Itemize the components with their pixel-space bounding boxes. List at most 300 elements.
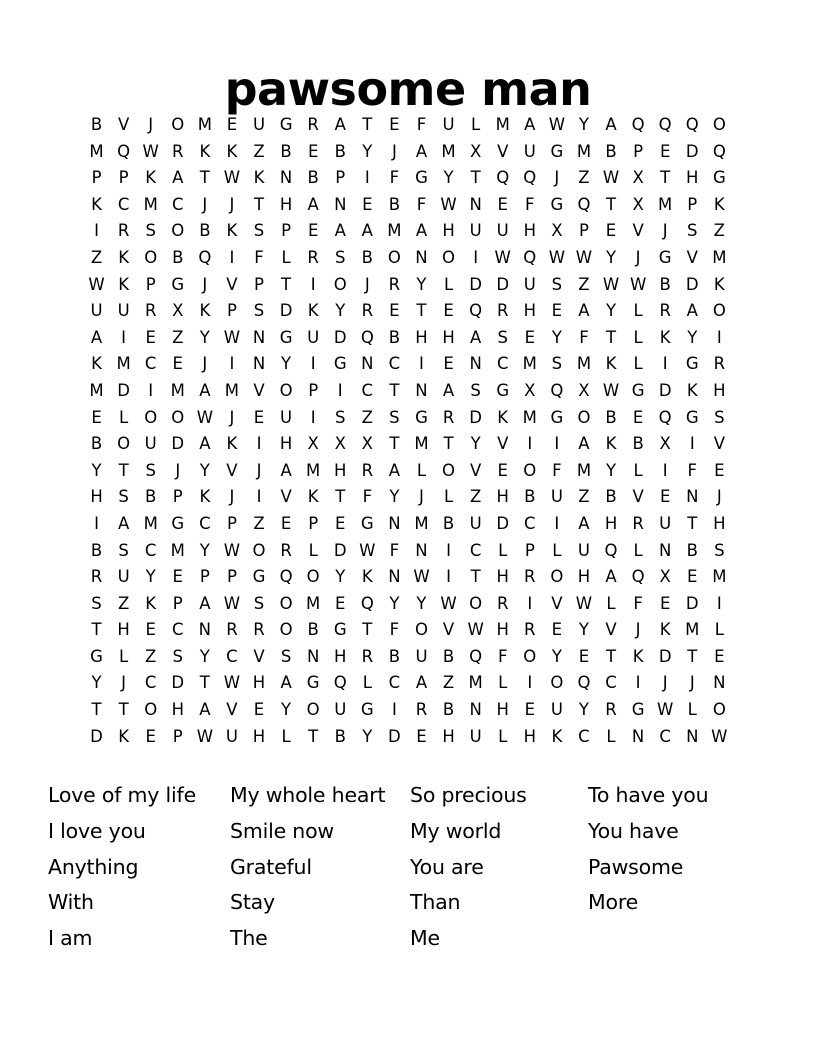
grid-cell[interactable]: B bbox=[442, 700, 455, 720]
grid-cell[interactable]: V bbox=[686, 247, 698, 267]
grid-cell[interactable]: P bbox=[254, 274, 264, 294]
grid-cell[interactable]: P bbox=[633, 141, 644, 161]
grid-cell[interactable]: M bbox=[224, 380, 240, 400]
grid-cell[interactable]: I bbox=[635, 673, 641, 693]
grid-cell[interactable]: I bbox=[310, 274, 316, 294]
grid-cell[interactable]: U bbox=[523, 274, 536, 294]
grid-cell[interactable]: C bbox=[496, 354, 509, 374]
grid-cell[interactable]: A bbox=[415, 673, 428, 693]
grid-cell[interactable]: I bbox=[310, 407, 316, 427]
grid-cell[interactable]: B bbox=[90, 434, 103, 454]
grid-cell[interactable]: H bbox=[334, 460, 347, 480]
grid-cell[interactable]: B bbox=[90, 540, 103, 560]
grid-cell[interactable]: I bbox=[229, 247, 235, 267]
grid-cell[interactable]: N bbox=[659, 540, 672, 560]
grid-cell[interactable]: W bbox=[711, 726, 728, 746]
word-list-item[interactable]: Me bbox=[410, 926, 440, 951]
grid-cell[interactable]: W bbox=[88, 274, 105, 294]
grid-cell[interactable]: P bbox=[226, 567, 237, 587]
grid-cell[interactable]: V bbox=[632, 487, 644, 507]
grid-cell[interactable]: E bbox=[659, 593, 671, 613]
grid-cell[interactable]: T bbox=[389, 434, 400, 454]
grid-cell[interactable]: Y bbox=[199, 327, 210, 347]
grid-cell[interactable]: J bbox=[148, 115, 154, 134]
grid-cell[interactable]: G bbox=[550, 141, 564, 161]
grid-cell[interactable]: I bbox=[716, 327, 722, 347]
grid-cell[interactable]: A bbox=[605, 567, 617, 587]
grid-cell[interactable]: Q bbox=[279, 567, 293, 587]
grid-cell[interactable]: Z bbox=[90, 247, 103, 267]
grid-cell[interactable]: B bbox=[361, 247, 373, 267]
grid-cell[interactable]: P bbox=[226, 301, 237, 321]
grid-cell[interactable]: H bbox=[577, 567, 591, 587]
grid-cell[interactable]: J bbox=[202, 354, 208, 374]
grid-cell[interactable]: E bbox=[632, 407, 644, 427]
grid-cell[interactable]: J bbox=[202, 274, 208, 294]
grid-cell[interactable]: W bbox=[602, 380, 620, 400]
grid-cell[interactable]: T bbox=[91, 620, 102, 640]
grid-cell[interactable]: G bbox=[712, 168, 726, 188]
grid-cell[interactable]: W bbox=[440, 194, 457, 214]
grid-cell[interactable]: E bbox=[578, 646, 590, 666]
grid-cell[interactable]: N bbox=[198, 620, 212, 640]
grid-cell[interactable]: Z bbox=[253, 513, 265, 533]
grid-cell[interactable]: I bbox=[391, 700, 397, 720]
grid-cell[interactable]: Y bbox=[605, 247, 617, 267]
grid-cell[interactable]: Z bbox=[145, 646, 157, 666]
grid-cell[interactable]: F bbox=[525, 194, 535, 214]
grid-cell[interactable]: R bbox=[253, 620, 265, 640]
word-list-item[interactable]: More bbox=[588, 890, 639, 915]
grid-cell[interactable]: Q bbox=[550, 380, 564, 400]
grid-cell[interactable]: A bbox=[361, 221, 373, 241]
grid-cell[interactable]: G bbox=[306, 673, 320, 693]
grid-cell[interactable]: L bbox=[308, 540, 318, 560]
grid-cell[interactable]: O bbox=[171, 407, 185, 427]
grid-cell[interactable]: U bbox=[334, 700, 347, 720]
grid-cell[interactable]: E bbox=[497, 460, 508, 480]
grid-cell[interactable]: E bbox=[335, 593, 346, 613]
grid-cell[interactable]: X bbox=[659, 434, 671, 454]
grid-cell[interactable]: K bbox=[686, 380, 698, 400]
grid-cell[interactable]: E bbox=[416, 726, 427, 746]
grid-cell[interactable]: T bbox=[308, 726, 319, 746]
grid-cell[interactable]: H bbox=[713, 380, 726, 400]
grid-cell[interactable]: Q bbox=[658, 115, 672, 134]
grid-cell[interactable]: I bbox=[554, 513, 560, 533]
grid-cell[interactable]: G bbox=[279, 327, 293, 347]
grid-cell[interactable]: Q bbox=[117, 141, 131, 161]
grid-cell[interactable]: E bbox=[172, 567, 183, 587]
grid-cell[interactable]: N bbox=[469, 700, 482, 720]
grid-cell[interactable]: Q bbox=[496, 168, 510, 188]
word-list-item[interactable]: I am bbox=[48, 926, 93, 951]
grid-cell[interactable]: A bbox=[280, 460, 292, 480]
grid-cell[interactable]: B bbox=[388, 327, 401, 347]
grid-cell[interactable]: T bbox=[605, 646, 617, 666]
grid-cell[interactable]: M bbox=[197, 115, 212, 134]
grid-cell[interactable]: M bbox=[468, 673, 483, 693]
grid-cell[interactable]: E bbox=[362, 194, 373, 214]
grid-cell[interactable]: I bbox=[148, 380, 154, 400]
grid-cell[interactable]: R bbox=[605, 700, 617, 720]
grid-cell[interactable]: L bbox=[633, 327, 643, 347]
grid-cell[interactable]: Q bbox=[360, 593, 374, 613]
grid-cell[interactable]: C bbox=[144, 673, 157, 693]
grid-cell[interactable]: V bbox=[117, 115, 130, 134]
grid-cell[interactable]: Y bbox=[578, 700, 589, 720]
grid-cell[interactable]: Y bbox=[145, 567, 156, 587]
grid-cell[interactable]: W bbox=[359, 540, 376, 560]
grid-cell[interactable]: Y bbox=[335, 567, 346, 587]
grid-cell[interactable]: H bbox=[279, 434, 293, 454]
grid-cell[interactable]: S bbox=[253, 221, 265, 241]
grid-cell[interactable]: L bbox=[443, 487, 454, 507]
grid-cell[interactable]: W bbox=[196, 407, 214, 427]
grid-cell[interactable]: O bbox=[252, 540, 266, 560]
grid-cell[interactable]: R bbox=[415, 700, 428, 720]
grid-cell[interactable]: F bbox=[497, 646, 508, 666]
grid-cell[interactable]: N bbox=[334, 194, 347, 214]
grid-cell[interactable]: J bbox=[202, 194, 208, 214]
grid-cell[interactable]: M bbox=[170, 380, 185, 400]
grid-cell[interactable]: O bbox=[523, 460, 537, 480]
grid-cell[interactable]: O bbox=[306, 700, 320, 720]
grid-cell[interactable]: O bbox=[387, 247, 401, 267]
grid-cell[interactable]: P bbox=[91, 168, 102, 188]
grid-cell[interactable]: E bbox=[443, 354, 454, 374]
grid-cell[interactable]: J bbox=[635, 247, 641, 267]
grid-cell[interactable]: E bbox=[714, 646, 725, 666]
grid-cell[interactable]: N bbox=[415, 247, 428, 267]
grid-cell[interactable]: O bbox=[442, 247, 456, 267]
grid-cell[interactable]: R bbox=[361, 301, 374, 321]
grid-cell[interactable]: Y bbox=[687, 327, 698, 347]
grid-cell[interactable]: S bbox=[335, 247, 346, 267]
grid-cell[interactable]: T bbox=[470, 168, 481, 188]
grid-cell[interactable]: E bbox=[551, 301, 563, 321]
grid-cell[interactable]: H bbox=[415, 327, 428, 347]
grid-cell[interactable]: B bbox=[632, 434, 644, 454]
grid-cell[interactable]: W bbox=[142, 141, 159, 161]
grid-cell[interactable]: V bbox=[713, 434, 725, 454]
grid-cell[interactable]: E bbox=[687, 567, 698, 587]
grid-cell[interactable]: Y bbox=[605, 460, 617, 480]
grid-cell[interactable]: O bbox=[279, 620, 293, 640]
grid-cell[interactable]: J bbox=[419, 487, 424, 507]
grid-cell[interactable]: Q bbox=[523, 168, 537, 188]
grid-cell[interactable]: B bbox=[172, 247, 184, 267]
grid-cell[interactable]: D bbox=[496, 513, 510, 533]
grid-cell[interactable]: I bbox=[527, 593, 533, 613]
grid-cell[interactable]: T bbox=[443, 434, 454, 454]
grid-cell[interactable]: V bbox=[442, 620, 455, 640]
grid-cell[interactable]: F bbox=[389, 168, 400, 188]
grid-cell[interactable]: A bbox=[442, 380, 455, 400]
grid-cell[interactable]: X bbox=[632, 168, 644, 188]
grid-cell[interactable]: P bbox=[172, 726, 183, 746]
grid-cell[interactable]: H bbox=[604, 513, 618, 533]
grid-cell[interactable]: U bbox=[469, 513, 482, 533]
grid-cell[interactable]: S bbox=[253, 593, 265, 613]
grid-cell[interactable]: S bbox=[172, 646, 184, 666]
grid-cell[interactable]: I bbox=[256, 434, 262, 454]
grid-cell[interactable]: V bbox=[226, 274, 238, 294]
word-list-item[interactable]: Grateful bbox=[230, 854, 312, 879]
grid-cell[interactable]: I bbox=[716, 593, 722, 613]
grid-cell[interactable]: S bbox=[335, 407, 346, 427]
grid-cell[interactable]: E bbox=[659, 487, 671, 507]
grid-cell[interactable]: M bbox=[306, 460, 321, 480]
grid-cell[interactable]: R bbox=[307, 247, 319, 267]
grid-cell[interactable]: S bbox=[118, 487, 129, 507]
grid-cell[interactable]: Q bbox=[577, 194, 591, 214]
grid-cell[interactable]: H bbox=[117, 620, 130, 640]
grid-cell[interactable]: K bbox=[145, 593, 157, 613]
grid-cell[interactable]: W bbox=[657, 700, 674, 720]
grid-cell[interactable]: Z bbox=[578, 487, 590, 507]
grid-cell[interactable]: W bbox=[440, 593, 457, 613]
grid-cell[interactable]: E bbox=[605, 221, 617, 241]
grid-cell[interactable]: B bbox=[659, 274, 671, 294]
grid-cell[interactable]: R bbox=[496, 593, 509, 613]
grid-cell[interactable]: R bbox=[361, 460, 374, 480]
grid-cell[interactable]: I bbox=[364, 168, 370, 188]
grid-cell[interactable]: L bbox=[633, 460, 643, 480]
grid-cell[interactable]: I bbox=[662, 460, 668, 480]
grid-cell[interactable]: G bbox=[415, 168, 428, 188]
grid-cell[interactable]: W bbox=[494, 247, 511, 267]
grid-cell[interactable]: R bbox=[388, 274, 401, 294]
grid-cell[interactable]: G bbox=[171, 513, 185, 533]
grid-cell[interactable]: B bbox=[334, 141, 346, 161]
grid-cell[interactable]: C bbox=[172, 620, 184, 640]
grid-cell[interactable]: A bbox=[469, 327, 482, 347]
grid-cell[interactable]: P bbox=[145, 274, 156, 294]
grid-cell[interactable]: E bbox=[389, 115, 400, 134]
grid-cell[interactable]: H bbox=[686, 168, 699, 188]
grid-cell[interactable]: A bbox=[578, 301, 590, 321]
grid-cell[interactable]: I bbox=[446, 540, 451, 560]
grid-cell[interactable]: Z bbox=[172, 327, 184, 347]
grid-cell[interactable]: Y bbox=[416, 593, 427, 613]
grid-cell[interactable]: A bbox=[334, 221, 346, 241]
grid-cell[interactable]: O bbox=[279, 380, 293, 400]
grid-cell[interactable]: X bbox=[334, 434, 346, 454]
grid-cell[interactable]: H bbox=[442, 726, 455, 746]
grid-cell[interactable]: R bbox=[361, 646, 374, 666]
grid-cell[interactable]: P bbox=[524, 540, 535, 560]
grid-cell[interactable]: H bbox=[252, 726, 266, 746]
grid-cell[interactable]: U bbox=[90, 301, 103, 321]
grid-cell[interactable]: H bbox=[496, 567, 509, 587]
grid-cell[interactable]: B bbox=[388, 646, 401, 666]
grid-cell[interactable]: U bbox=[117, 567, 130, 587]
grid-cell[interactable]: U bbox=[659, 513, 672, 533]
grid-cell[interactable]: T bbox=[362, 115, 373, 134]
grid-cell[interactable]: F bbox=[362, 487, 373, 507]
grid-cell[interactable]: L bbox=[119, 646, 129, 666]
grid-cell[interactable]: E bbox=[335, 513, 346, 533]
grid-cell[interactable]: L bbox=[362, 673, 372, 693]
grid-cell[interactable]: N bbox=[469, 354, 482, 374]
grid-cell[interactable]: S bbox=[687, 221, 698, 241]
grid-cell[interactable]: V bbox=[497, 434, 509, 454]
grid-cell[interactable]: Y bbox=[470, 434, 481, 454]
grid-cell[interactable]: D bbox=[469, 407, 482, 427]
grid-cell[interactable]: B bbox=[145, 487, 157, 507]
grid-cell[interactable]: U bbox=[469, 221, 482, 241]
grid-cell[interactable]: K bbox=[605, 354, 617, 374]
grid-cell[interactable]: C bbox=[469, 540, 482, 560]
grid-cell[interactable]: A bbox=[334, 115, 346, 134]
grid-cell[interactable]: F bbox=[633, 593, 643, 613]
grid-cell[interactable]: G bbox=[685, 407, 699, 427]
grid-cell[interactable]: X bbox=[551, 221, 563, 241]
grid-cell[interactable]: L bbox=[119, 407, 129, 427]
grid-cell[interactable]: T bbox=[118, 700, 129, 720]
grid-cell[interactable]: L bbox=[443, 274, 454, 294]
grid-cell[interactable]: Q bbox=[604, 540, 618, 560]
grid-cell[interactable]: C bbox=[226, 646, 238, 666]
grid-cell[interactable]: I bbox=[473, 247, 479, 267]
grid-cell[interactable]: W bbox=[575, 247, 593, 267]
grid-cell[interactable]: Q bbox=[523, 247, 537, 267]
grid-cell[interactable]: S bbox=[551, 274, 563, 294]
grid-cell[interactable]: C bbox=[172, 194, 184, 214]
grid-cell[interactable]: O bbox=[279, 593, 293, 613]
word-list-item[interactable]: So precious bbox=[410, 783, 527, 807]
grid-cell[interactable]: Q bbox=[631, 115, 645, 134]
grid-cell[interactable]: Q bbox=[469, 301, 483, 321]
grid-cell[interactable]: H bbox=[90, 487, 103, 507]
grid-cell[interactable]: A bbox=[199, 700, 211, 720]
grid-cell[interactable]: C bbox=[361, 380, 374, 400]
grid-cell[interactable]: L bbox=[552, 540, 562, 560]
grid-cell[interactable]: I bbox=[662, 354, 668, 374]
grid-cell[interactable]: R bbox=[172, 141, 184, 161]
grid-cell[interactable]: P bbox=[578, 221, 589, 241]
grid-cell[interactable]: W bbox=[223, 168, 241, 188]
grid-cell[interactable]: P bbox=[335, 168, 346, 188]
grid-cell[interactable]: A bbox=[578, 513, 590, 533]
grid-cell[interactable]: M bbox=[576, 141, 592, 161]
grid-cell[interactable]: L bbox=[633, 301, 643, 321]
word-list-item[interactable]: Pawsome bbox=[588, 854, 684, 879]
grid-cell[interactable]: W bbox=[548, 115, 566, 134]
grid-cell[interactable]: O bbox=[117, 434, 131, 454]
grid-cell[interactable]: O bbox=[469, 593, 483, 613]
grid-cell[interactable]: T bbox=[253, 194, 265, 214]
grid-cell[interactable]: F bbox=[416, 194, 427, 214]
grid-cell[interactable]: X bbox=[361, 434, 373, 454]
grid-cell[interactable]: K bbox=[632, 646, 644, 666]
grid-cell[interactable]: B bbox=[605, 487, 617, 507]
grid-cell[interactable]: P bbox=[226, 513, 237, 533]
grid-cell[interactable]: B bbox=[199, 221, 211, 241]
grid-cell[interactable]: L bbox=[416, 460, 427, 480]
grid-cell[interactable]: W bbox=[602, 274, 620, 294]
grid-cell[interactable]: Y bbox=[551, 646, 562, 666]
grid-cell[interactable]: K bbox=[659, 327, 671, 347]
grid-cell[interactable]: U bbox=[496, 221, 509, 241]
grid-cell[interactable]: V bbox=[226, 700, 238, 720]
grid-cell[interactable]: M bbox=[414, 434, 429, 454]
grid-cell[interactable]: Z bbox=[117, 593, 130, 613]
grid-cell[interactable]: E bbox=[524, 700, 535, 720]
word-list-item[interactable]: Anything bbox=[48, 854, 139, 879]
grid-cell[interactable]: O bbox=[144, 407, 158, 427]
grid-cell[interactable]: I bbox=[229, 354, 235, 374]
grid-cell[interactable]: L bbox=[606, 726, 616, 746]
grid-cell[interactable]: Y bbox=[578, 620, 589, 640]
grid-cell[interactable]: I bbox=[94, 513, 99, 533]
grid-cell[interactable]: R bbox=[307, 115, 319, 134]
grid-cell[interactable]: U bbox=[442, 115, 455, 134]
grid-cell[interactable]: M bbox=[143, 194, 158, 214]
grid-cell[interactable]: I bbox=[554, 434, 560, 454]
grid-cell[interactable]: N bbox=[686, 487, 699, 507]
grid-cell[interactable]: Q bbox=[469, 646, 483, 666]
grid-cell[interactable]: X bbox=[469, 141, 482, 161]
grid-cell[interactable]: Z bbox=[469, 487, 482, 507]
grid-cell[interactable]: H bbox=[171, 700, 184, 720]
grid-cell[interactable]: N bbox=[469, 194, 482, 214]
grid-cell[interactable]: Z bbox=[713, 221, 725, 241]
grid-cell[interactable]: D bbox=[388, 726, 401, 746]
grid-cell[interactable]: X bbox=[172, 301, 184, 321]
grid-cell[interactable]: N bbox=[279, 168, 293, 188]
word-list-item[interactable]: The bbox=[230, 926, 268, 951]
grid-cell[interactable]: T bbox=[605, 327, 617, 347]
grid-cell[interactable]: T bbox=[389, 380, 400, 400]
grid-cell[interactable]: M bbox=[143, 513, 158, 533]
grid-cell[interactable]: G bbox=[415, 407, 428, 427]
grid-cell[interactable]: A bbox=[605, 115, 617, 134]
grid-cell[interactable]: W bbox=[196, 726, 214, 746]
grid-cell[interactable]: Q bbox=[631, 567, 645, 587]
grid-cell[interactable]: I bbox=[310, 354, 316, 374]
grid-cell[interactable]: K bbox=[118, 726, 130, 746]
grid-cell[interactable]: G bbox=[631, 380, 645, 400]
grid-cell[interactable]: Y bbox=[551, 327, 562, 347]
grid-cell[interactable]: M bbox=[576, 354, 592, 374]
grid-cell[interactable]: K bbox=[199, 301, 211, 321]
grid-cell[interactable]: P bbox=[687, 194, 698, 214]
grid-cell[interactable]: M bbox=[712, 247, 727, 267]
word-list-item[interactable]: You are bbox=[410, 854, 484, 879]
grid-cell[interactable]: K bbox=[307, 301, 319, 321]
grid-cell[interactable]: W bbox=[223, 327, 241, 347]
grid-cell[interactable]: K bbox=[145, 168, 157, 188]
grid-cell[interactable]: M bbox=[576, 460, 592, 480]
grid-cell[interactable]: D bbox=[496, 274, 510, 294]
grid-cell[interactable]: H bbox=[442, 221, 455, 241]
grid-cell[interactable]: E bbox=[172, 354, 183, 374]
grid-cell[interactable]: V bbox=[280, 487, 292, 507]
grid-cell[interactable]: K bbox=[226, 221, 238, 241]
grid-cell[interactable]: S bbox=[253, 301, 265, 321]
grid-cell[interactable]: G bbox=[685, 354, 699, 374]
grid-cell[interactable]: R bbox=[90, 567, 103, 587]
grid-cell[interactable]: U bbox=[415, 646, 428, 666]
grid-cell[interactable]: R bbox=[713, 354, 726, 374]
grid-cell[interactable]: V bbox=[551, 593, 563, 613]
grid-cell[interactable]: Y bbox=[281, 354, 292, 374]
grid-cell[interactable]: M bbox=[658, 194, 673, 214]
grid-cell[interactable]: T bbox=[362, 620, 373, 640]
grid-cell[interactable]: B bbox=[605, 407, 617, 427]
